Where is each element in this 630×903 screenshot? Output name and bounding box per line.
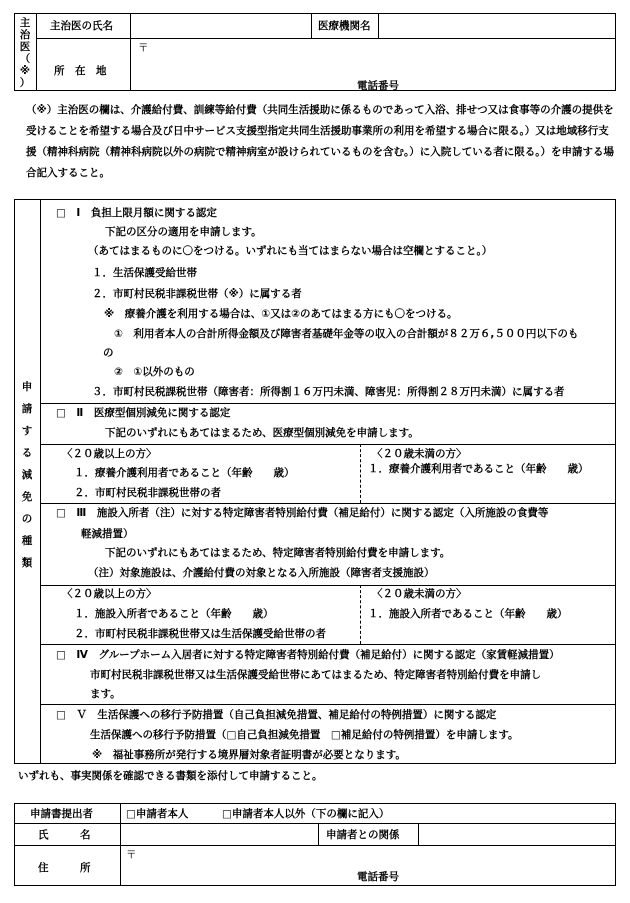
s1-line1: 下記の区分の適用を申請します。 (105, 226, 262, 238)
s2-right-head: 〈２０歳未満の方〉 (372, 448, 467, 460)
doctor-side-label: 主 治 医 （ ※ ） (19, 17, 31, 89)
doctor-phone-field[interactable] (410, 78, 610, 90)
s3-title[interactable]: □ Ⅲ 施設入所者（注）に対する特定障害者特別給付費（補足給付）に関する認定（入所施設の食費等 (56, 507, 549, 519)
s3-title2: 軽減措置） (81, 528, 134, 540)
reduction-row-divider-1 (40, 403, 616, 404)
s3-right-head: 〈２０歳未満の方〉 (372, 588, 467, 600)
s5-line2: ※ 福祉事務所が発行する境界層対象者証明書が必要となります。 (92, 749, 406, 761)
submitter-other-checkbox[interactable]: □申請者本人以外（下の欄に記入） (222, 808, 390, 820)
doctor-side-divider (36, 13, 37, 91)
reduction-row-divider-5 (40, 644, 616, 645)
s3-right-1[interactable]: １．施設入所者であること（年齢 歳） (368, 608, 568, 620)
submitter-address-label: 住 所 (38, 862, 91, 874)
doctor-name-field[interactable] (132, 15, 308, 36)
doctor-row-divider (36, 38, 616, 39)
s1-note-b[interactable]: ① 利用者本人の合計所得金額及び障害者基礎年金等の収入の合計額が８２万６,５００円以下のも (114, 328, 579, 340)
submitter-self-checkbox[interactable]: □申請者本人 (126, 808, 189, 820)
attachment-note: いずれも、事実関係を確認できる書類を添付して申請すること。 (18, 770, 323, 782)
submitter-relation-label: 申請者との関係 (326, 829, 400, 841)
s3-dashed-divider (360, 585, 361, 644)
s2-dashed-divider (360, 444, 361, 503)
s1-note-b2: の (103, 347, 114, 359)
s1-item1[interactable]: １．生活保護受給世帯 (92, 267, 197, 279)
reduction-side-divider (40, 199, 41, 764)
s2-left-head: 〈２０歳以上の方〉 (62, 448, 157, 460)
s3-left-2[interactable]: ２．市町村民税非課税世帯又は生活保護受給世帯の者 (74, 628, 326, 640)
s1-item2[interactable]: ２．市町村民税非課税世帯（※）に属する者 (92, 288, 302, 300)
submitter-name-label: 氏 名 (38, 829, 91, 841)
submitter-row-divider-2 (14, 845, 616, 846)
submitter-name-field[interactable] (122, 825, 315, 843)
submitter-label: 申請書提出者 (30, 808, 93, 820)
s3-line1: 下記のいずれにもあてはまるため、特定障害者特別給付費を申請します。 (105, 547, 451, 559)
s3-note: （注）対象施設は、介護給付費の対象となる入所施設（障害者支援施設） (88, 567, 435, 579)
s1-note-a: ※ 療養介護を利用する場合は、①又は②のあてはまる方にも〇をつける。 (104, 308, 458, 320)
s2-left-1[interactable]: １．療養介護利用者であること（年齢 歳） (74, 467, 295, 479)
s5-title[interactable]: □ Ｖ 生活保護への移行予防措置（自己負担減免措置、補足給付の特例措置）に関する認定 (56, 709, 497, 721)
s2-right-1[interactable]: １．療養介護利用者であること（年齢 歳） (368, 463, 589, 475)
s2-line1: 下記のいずれにもあてはまるため、医療型個別減免を申請します。 (105, 427, 419, 439)
submitter-postal-mark: 〒 (126, 849, 137, 861)
reduction-row-divider-6 (40, 704, 616, 705)
submitter-phone-label: 電話番号 (357, 871, 399, 883)
reduction-row-divider-4 (40, 585, 616, 586)
reduction-row-divider-2 (40, 444, 616, 445)
s2-left-2[interactable]: ２．市町村民税非課税世帯の者 (74, 487, 221, 499)
submitter-relation-field[interactable] (421, 825, 613, 843)
doctor-address-label: 所 在 地 (54, 65, 107, 77)
s1-note-c[interactable]: ② ①以外のもの (114, 366, 195, 378)
doctor-name-label: 主治医の氏名 (50, 20, 113, 32)
doctor-institution-field[interactable] (381, 15, 613, 36)
submitter-relation-divider-2 (418, 823, 419, 845)
s1-line2: （あてはまるものに〇をつける。いずれにも当てはまらない場合は空欄とすること。） (88, 245, 493, 257)
s5-line1[interactable]: 生活保護への移行予防措置（□自己負担減免措置 □補足給付の特例措置）を申請します。 (90, 729, 519, 741)
s1-title[interactable]: □ Ⅰ 負担上限月額に関する認定 (56, 207, 217, 219)
s4-line1: 市町村民税非課税世帯又は生活保護受給世帯にあてはまるため、特定障害者特別給付費を申請し (90, 669, 542, 681)
doctor-note: （※）主治医の欄は、介護給付費、訓練等給付費（共同生活援助に係るものであって入浴、排せつ又は食事等の介護の提供を受けることを希望する場合及び日中サービス支援型指定共同生活援助事業所の利用を希望する場合に限る。）又は地域移行支援（精神科病院（精神科病院以外の病院で精神病室が設けられているものを含む。）に入院している者に限る。）を申請する場合記入すること。 (26, 104, 614, 179)
s2-title[interactable]: □ Ⅱ 医療型個別減免に関する認定 (56, 407, 231, 419)
reduction-row-divider-3 (40, 503, 616, 504)
doctor-phone-label: 電話番号 (357, 80, 399, 92)
submitter-row-divider-1 (14, 823, 616, 824)
doctor-postal-mark: 〒 (138, 42, 149, 54)
submitter-relation-divider-1 (318, 823, 319, 845)
s1-item3[interactable]: ３．市町村民税課税世帯（障害者：所得割１６万円未満、障害児：所得割２８万円未満）に属する者 (92, 386, 565, 398)
s4-title[interactable]: □ Ⅳ グループホーム入居者に対する特定障害者特別給付費（補足給付）に関する認定（家賃軽減措置） (56, 649, 560, 661)
doctor-inst-divider-1 (311, 13, 312, 38)
submitter-phone-field[interactable] (410, 869, 610, 883)
doctor-institution-label: 医療機関名 (318, 20, 371, 32)
s4-line2: ます。 (90, 688, 121, 700)
doctor-address-field[interactable] (150, 40, 610, 76)
doctor-inst-divider-2 (378, 13, 379, 38)
doctor-label-divider (130, 13, 131, 91)
submitter-address-field[interactable] (138, 848, 610, 868)
s3-left-1[interactable]: １．施設入所者であること（年齢 歳） (74, 608, 274, 620)
s3-left-head: 〈２０歳以上の方〉 (62, 588, 157, 600)
reduction-side-label: 申 請 す る 減 免 の 種 類 (21, 381, 33, 569)
